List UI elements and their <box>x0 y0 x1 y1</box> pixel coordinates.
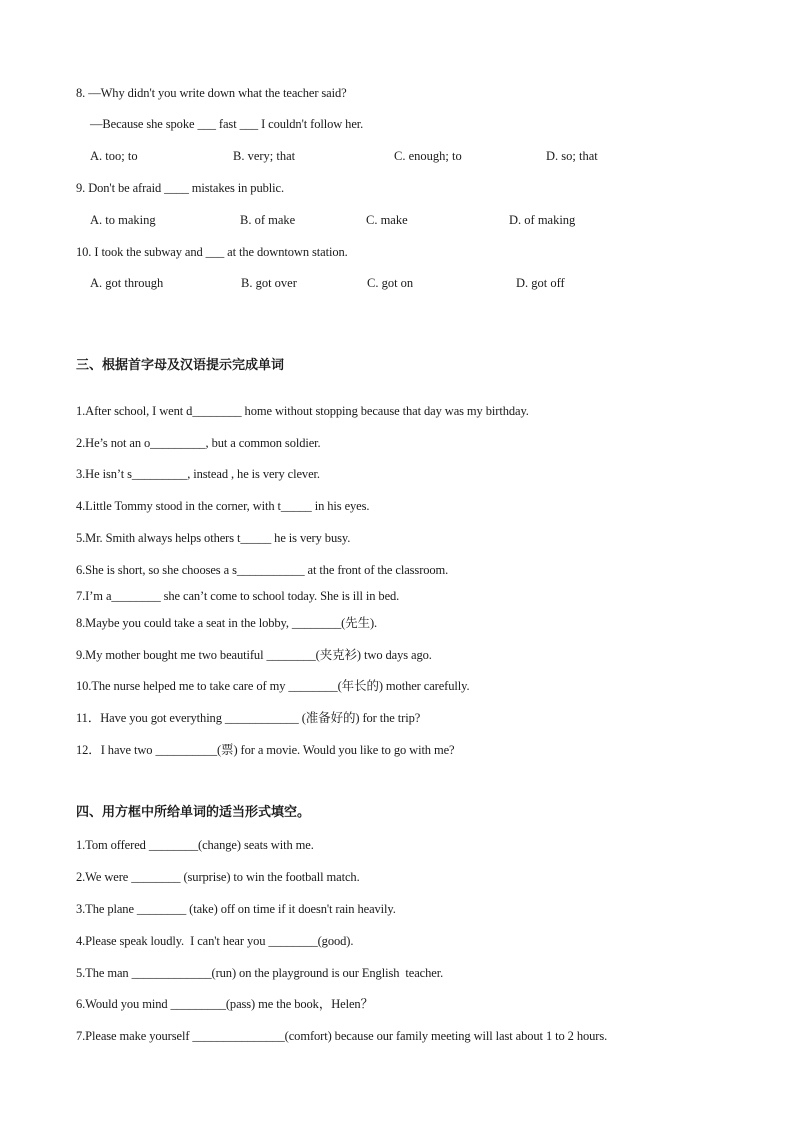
section-3-item: 4.Little Tommy stood in the corner, with t_____ in his eyes. <box>76 499 370 513</box>
section-3-item: 2.He’s not an o_________, but a common soldier. <box>76 436 321 450</box>
section-3-item: 6.She is short, so she chooses a s___________ at the front of the classroom. <box>76 563 449 577</box>
section-3-item: 1.After school, I went d________ home without stopping because that day was my birthday. <box>76 404 529 418</box>
question-10-option-b[interactable]: B. got over <box>241 276 297 290</box>
section-4-item: 1.Tom offered ________(change) seats with me. <box>76 838 314 852</box>
question-8-response: —Because she spoke ___ fast ___ I couldn't follow her. <box>90 117 364 131</box>
question-8-option-c[interactable]: C. enough; to <box>394 149 462 163</box>
section-3-item: 9.My mother bought me two beautiful ________(夹克衫) two days ago. <box>76 648 432 662</box>
section-4-item: 3.The plane ________ (take) off on time if it doesn't rain heavily. <box>76 902 396 916</box>
section-4-heading: 四、用方框中所给单词的适当形式填空。 <box>76 805 311 820</box>
section-3-item: 10.The nurse helped me to take care of my ________(年长的) mother carefully. <box>76 679 470 693</box>
question-9-stem: 9. Don't be afraid ____ mistakes in public. <box>76 181 284 195</box>
section-4-item: 4.Please speak loudly. I can't hear you ________(good). <box>76 934 354 948</box>
section-4-item: 2.We were ________ (surprise) to win the football match. <box>76 870 360 884</box>
question-10-option-d[interactable]: D. got off <box>516 276 565 290</box>
section-3-item: 7.I’m a________ she can’t come to school today. She is ill in bed. <box>76 589 400 603</box>
question-8-option-b[interactable]: B. very; that <box>233 149 296 163</box>
section-4-item: 7.Please make yourself _______________(comfort) because our family meeting will last about 1 to 2 hours. <box>76 1029 608 1043</box>
question-8-option-a[interactable]: A. too; to <box>90 149 138 163</box>
question-9-option-d[interactable]: D. of making <box>509 213 576 227</box>
section-4-item: 6.Would you mind _________(pass) me the book，Helen？ <box>76 997 373 1011</box>
section-3-item: 3.He isn’t s_________, instead , he is very clever. <box>76 467 320 481</box>
question-10-stem: 10. I took the subway and ___ at the downtown station. <box>76 245 348 259</box>
question-9-option-c[interactable]: C. make <box>366 213 408 227</box>
question-8-option-d[interactable]: D. so; that <box>546 149 598 163</box>
question-9-option-a[interactable]: A. to making <box>90 213 156 227</box>
section-3-item: 8.Maybe you could take a seat in the lobby, ________(先生). <box>76 616 378 630</box>
section-3-heading: 三、根据首字母及汉语提示完成单词 <box>76 358 285 373</box>
section-4-item: 5.The man _____________(run) on the playground is our English teacher. <box>76 966 444 980</box>
question-8-stem: 8. —Why didn't you write down what the teacher said? <box>76 86 347 100</box>
section-3-item: 12．I have two __________(票) for a movie. Would you like to go with me? <box>76 743 455 757</box>
question-10-option-c[interactable]: C. got on <box>367 276 414 290</box>
section-3-item: 11．Have you got everything ____________ (准备好的) for the trip? <box>76 711 421 725</box>
question-9-option-b[interactable]: B. of make <box>240 213 296 227</box>
question-10-option-a[interactable]: A. got through <box>90 276 164 290</box>
section-3-item: 5.Mr. Smith always helps others t_____ he is very busy. <box>76 531 351 545</box>
